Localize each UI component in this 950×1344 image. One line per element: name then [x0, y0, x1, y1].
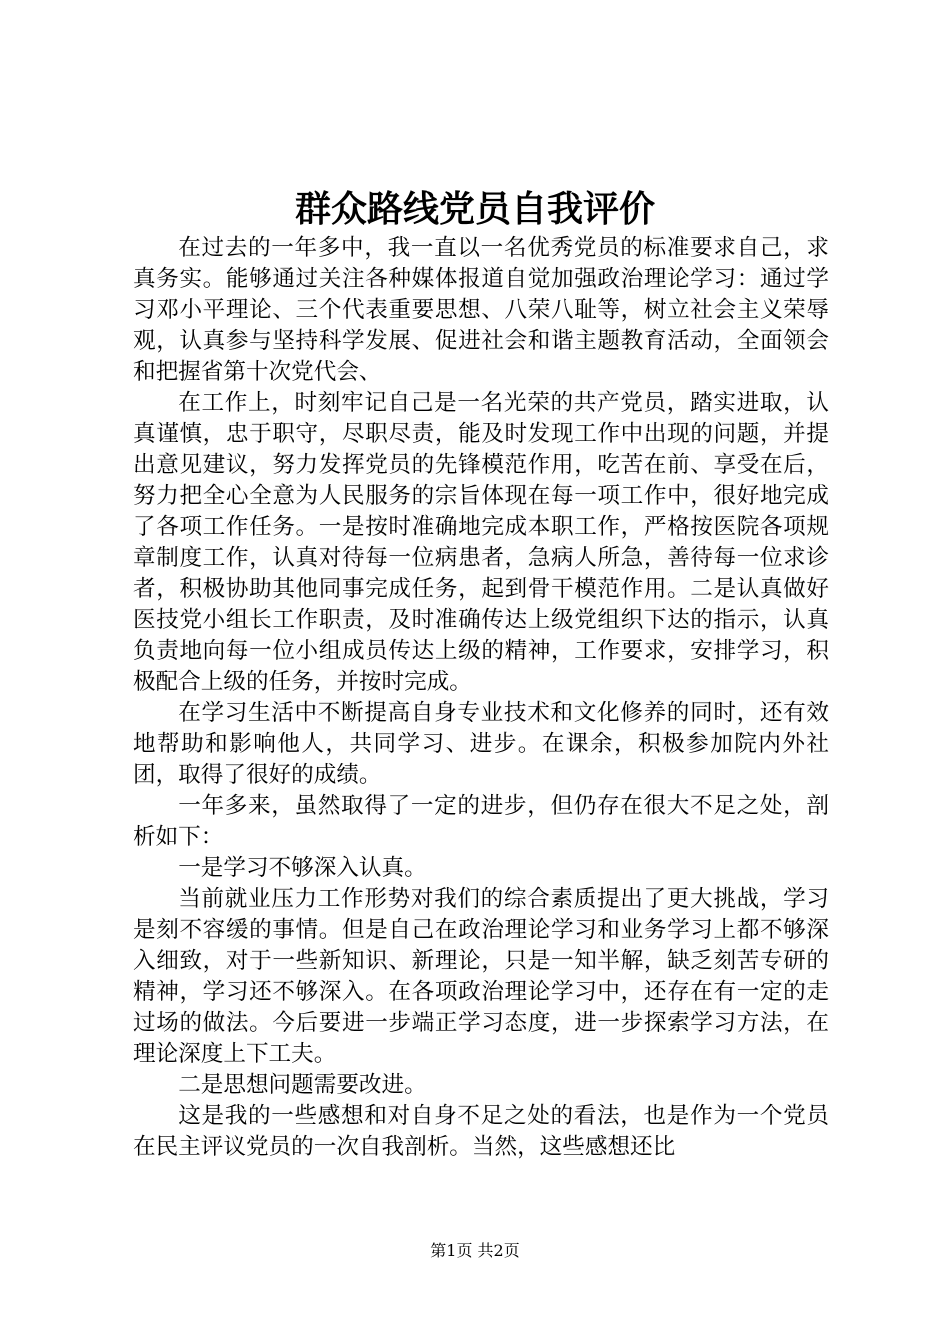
paragraph: 在过去的一年多中，我一直以一名优秀党员的标准要求自己，求真务实。能够通过关注各种媒体报道自觉加强政治理论学习：通过学习邓小平理论、三个代表重要思想、八荣八耻等，树立社会主义荣辱观，认真参与坚持科学发展、促进社会和谐主题教育活动，全面领会和把握省第十次党代会、 [133, 235, 829, 385]
paragraph: 在学习生活中不断提高自身专业技术和文化修养的同时，还有效地帮助和影响他人，共同学习、进步。在课余，积极参加院内外社团，取得了很好的成绩。 [133, 700, 829, 788]
paragraph: 一年多来，虽然取得了一定的进步，但仍存在很大不足之处，剖析如下： [133, 793, 829, 850]
document-body [133, 233, 829, 1163]
paragraph: 在工作上，时刻牢记自己是一名光荣的共产党员，踏实进取，认真谨慎，忠于职守，尽职尽责，能及时发现工作中出现的问题，并提出意见建议，努力发挥党员的先锋模范作用，吃苦在前、享受在后，努力把全心全意为人民服务的宗旨体现在每一项工作中，很好地完成了各项工作任务。一是按时准确地完成本职工作，严格按医院各项规章制度工作，认真对待每一位病患者，急病人所急，善待每一位求诊者，积极协助其他同事完成任务，起到骨干模范作用。二是认真做好医技党小组长工作职责，及时准确传达上级党组织下达的指示，认真负责地向每一位小组成员传达上级的精神，工作要求，安排学习，积极配合上级的任务，并按时完成。 [133, 390, 829, 695]
page-footer: 第1页 共2页 [430, 1241, 520, 1260]
paragraph: 二是思想问题需要改进。 [178, 1072, 427, 1098]
paragraph: 这是我的一些感想和对自身不足之处的看法，也是作为一个党员在民主评议党员的一次自我剖析。当然，这些感想还比 [133, 1103, 829, 1160]
paragraph: 一是学习不够深入认真。 [178, 855, 427, 881]
document-title: 群众路线党员自我评价 [294, 188, 655, 230]
paragraph: 当前就业压力工作形势对我们的综合素质提出了更大挑战，学习是刻不容缓的事情。但是自己在政治理论学习和业务学习上都不够深入细致，对于一些新知识、新理论，只是一知半解，缺乏刻苦专研的精神，学习还不够深入。在各项政治理论学习中，还存在有一定的走过场的做法。今后要进一步端正学习态度，进一步探索学习方法，在理论深度上下工夫。 [133, 886, 829, 1067]
